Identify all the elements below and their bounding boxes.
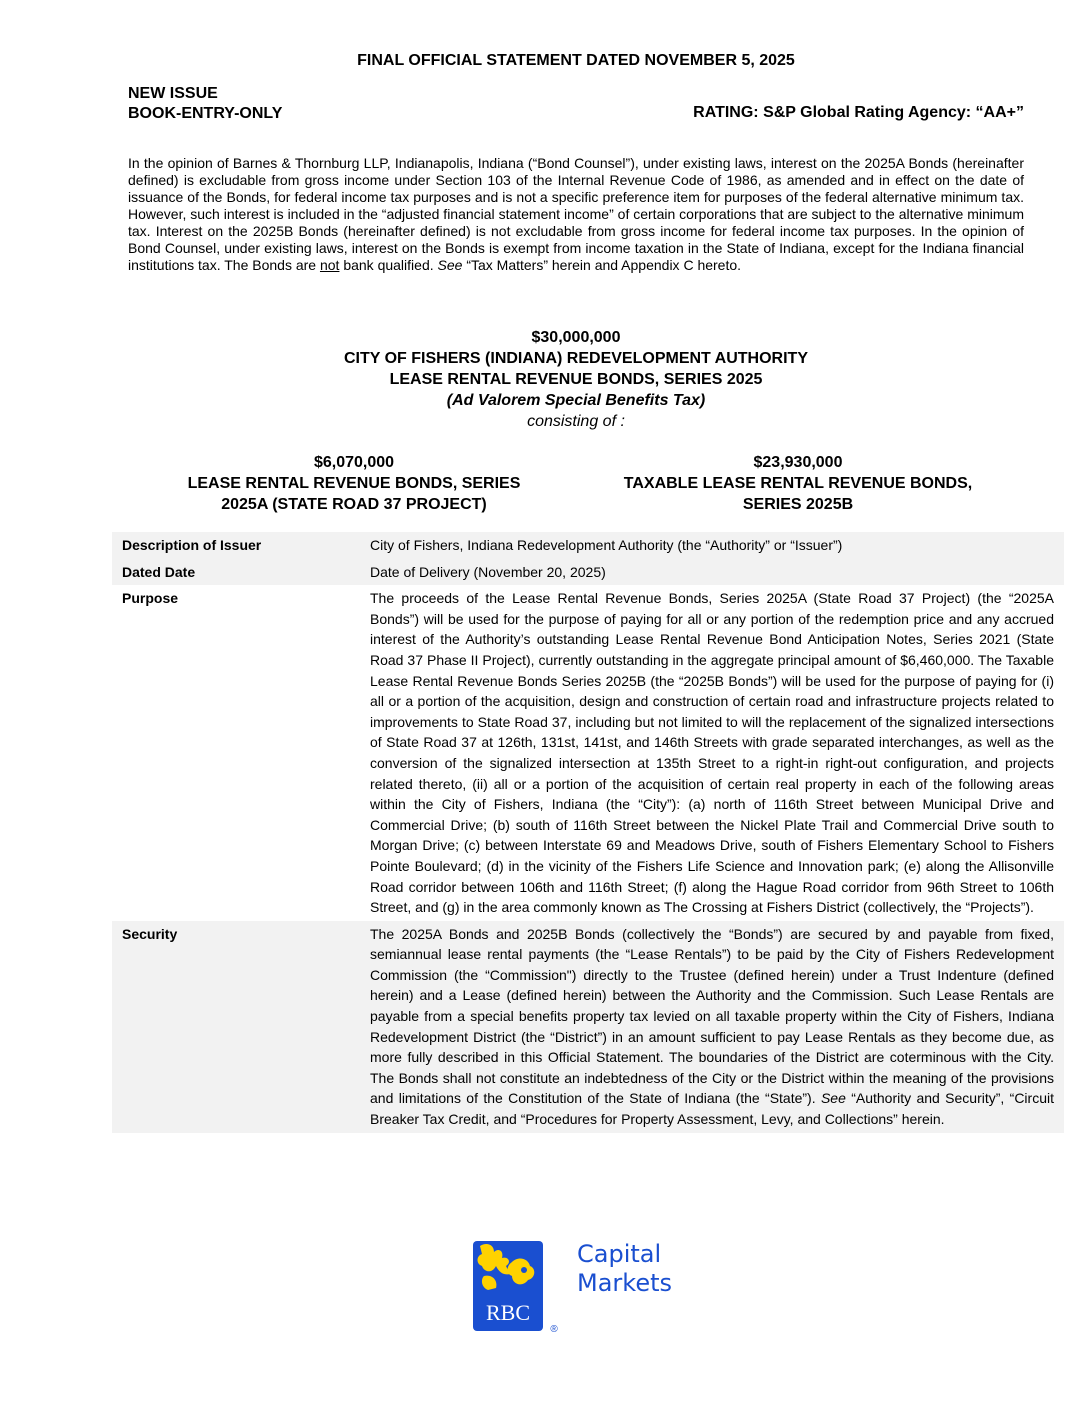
table-row — [112, 532, 1064, 559]
series-b-line2: SERIES 2025B — [742, 496, 854, 513]
row-label: Description of Issuer — [112, 532, 360, 559]
offering-tax: (Ad Valorem Special Benefits Tax) — [446, 392, 706, 409]
series-2025a — [164, 452, 544, 515]
rbc-logo-icon — [472, 1240, 564, 1336]
opinion-text-1: In the opinion of Barnes & Thornburg LLP, Indianapolis, Indiana (“Bond Counsel”), under existing laws, interest on the 2025A Bonds (hereinafter defined) is excludable from gross income under Section 103 of the Internal Revenue Code of 1986, as amended and in effect on the date of issuance of the Bonds, for federal income tax purposes and is not a specific preference item for purposes of the federal alternative minimum tax. However, such interest is included in the “adjusted financial statement income” of certain corporations that are subject to the alternative minimum tax. Interest on the 2025B Bonds (hereinafter defined) is not excludable from gross income for federal income tax purposes. In the opinion of Bond Counsel, under existing laws, interest on the Bonds is exempt from income taxation in the State of Indiana, except for the Indiana financial institutions tax. The Bonds are — [128, 155, 1024, 273]
opinion-underlined: not — [319, 257, 340, 273]
row-label: Purpose — [112, 585, 360, 921]
summary-table — [112, 532, 1064, 1133]
document-title: FINAL OFFICIAL STATEMENT DATED NOVEMBER 5, 2025 — [357, 52, 795, 69]
row-value: Date of Delivery (November 20, 2025) — [360, 559, 1064, 586]
row-value: The proceeds of the Lease Rental Revenue Bonds, Series 2025A (State Road 37 Project) (the “2025A Bonds”) will be used for the purpose of paying for all or any portion of the redemption price and any accrued interest of the Authority’s outstanding Lease Rental Revenue Bond Anticipation Notes, Series 2021 (State Road 37 Phase II Project), currently outstanding in the aggregate principal amount of $6,460,000. The Taxable Lease Rental Revenue Bonds Series 2025B (the “2025B Bonds”) will be used for the purpose of paying for (i) all or a portion of the acquisition, design and construction of certain road and infrastructure projects related to improvements to State Road 37, including but not limited to will the replacement of the signalized intersections of State Road 37 at 126th, 131st, 141st, and 146th Streets with grade separated interchanges, as well as the conversion of the signalized intersection at 135th Street to a right-in right-out configuration, and projects related thereto, (ii) all or a portion of the acquisition of certain real property in each of the following areas within the City of Fishers, Indiana (the “City”): (a) north of 116th Street between Municipal Drive and Commercial Drive; (b) south of 116th Street between the Nickel Plate Trail and Commercial Drive south to Morgan Drive; (c) between Interstate 69 and Meadows Drive, south of Fishers Elementary School to Fishers Pointe Boulevard; (d) in the vicinity of the Fishers Life Science and Innovation park; (e) along the Allisonville Road corridor between 106th and 116th Street; (f) along the Hague Road corridor from 96th Street to 106th Street, and (g) in the area commonly known as The Crossing at Fishers District (collectively, the “Projects”). — [360, 585, 1064, 921]
wordmark-line1: Capital — [577, 1240, 662, 1268]
series-a-line2: 2025A (STATE ROAD 37 PROJECT) — [221, 496, 487, 513]
bond-counsel-opinion — [128, 155, 1024, 274]
wordmark-line2: Markets — [577, 1269, 673, 1297]
row-value: City of Fishers, Indiana Redevelopment Authority (the “Authority” or “Issuer”) — [360, 532, 1064, 559]
series-2025b — [608, 452, 988, 515]
security-text-2: “Authority and Security”, “Circuit Breaker Tax Credit, and “Procedures for Property Assessment, Levy, and Collections” herein. — [370, 1090, 1054, 1128]
capital-markets-wordmark — [577, 1240, 672, 1298]
row-label: Security — [112, 921, 360, 1133]
rbc-badge-text: RBC — [485, 1300, 531, 1325]
row-value — [360, 921, 1064, 1133]
opinion-see: See — [437, 257, 463, 273]
opinion-text-3: “Tax Matters” herein and Appendix C hereto. — [462, 257, 742, 273]
offering-amount: $30,000,000 — [531, 329, 621, 346]
new-issue-label: NEW ISSUE — [128, 85, 218, 102]
opinion-text-2: bank qualified. — [339, 257, 438, 273]
table-row — [112, 559, 1064, 586]
book-entry-label: BOOK-ENTRY-ONLY — [128, 105, 283, 122]
series-b-amount: $23,930,000 — [753, 454, 843, 471]
issue-type — [128, 84, 282, 124]
security-see: See — [820, 1090, 846, 1107]
offering-bonds: LEASE RENTAL REVENUE BONDS, SERIES 2025 — [389, 371, 763, 388]
series-a-amount: $6,070,000 — [313, 454, 395, 471]
registered-mark: ® — [550, 1324, 558, 1335]
offering-issuer: CITY OF FISHERS (INDIANA) REDEVELOPMENT AUTHORITY — [343, 350, 808, 367]
security-text-1: The 2025A Bonds and 2025B Bonds (collectively the “Bonds”) are secured by and payable from fixed, semiannual lease rental payments (the “Lease Rentals”) to be paid by the City of Fishers Redevelopment Commission (the “Commission") directly to the Trustee (defined herein) under a Trust Indenture (defined herein) and a Lease (defined herein) between the Authority and the Commission. Such Lease Rentals are payable from a special benefits property tax levied on all taxable property within the City of Fishers, Indiana Redevelopment District (the “District”) in an amount sufficient to pay Lease Rentals as they become due, as more fully described in this Official Statement. The boundaries of the District are coterminous with the City. The Bonds shall not constitute an indebtedness of the City or the District within the meaning of the provisions and limitations of the Constitution of the State of Indiana (the “State”). — [370, 925, 1054, 1107]
row-label: Dated Date — [112, 559, 360, 586]
series-a-line1: LEASE RENTAL REVENUE BONDS, SERIES — [187, 475, 521, 492]
offering-consisting: consisting of : — [527, 413, 625, 430]
rating-label: RATING: S&P Global Rating Agency: “AA+” — [693, 104, 1024, 121]
table-row — [112, 921, 1064, 1133]
series-b-line1: TAXABLE LEASE RENTAL REVENUE BONDS, — [623, 475, 973, 492]
table-row — [112, 585, 1064, 921]
